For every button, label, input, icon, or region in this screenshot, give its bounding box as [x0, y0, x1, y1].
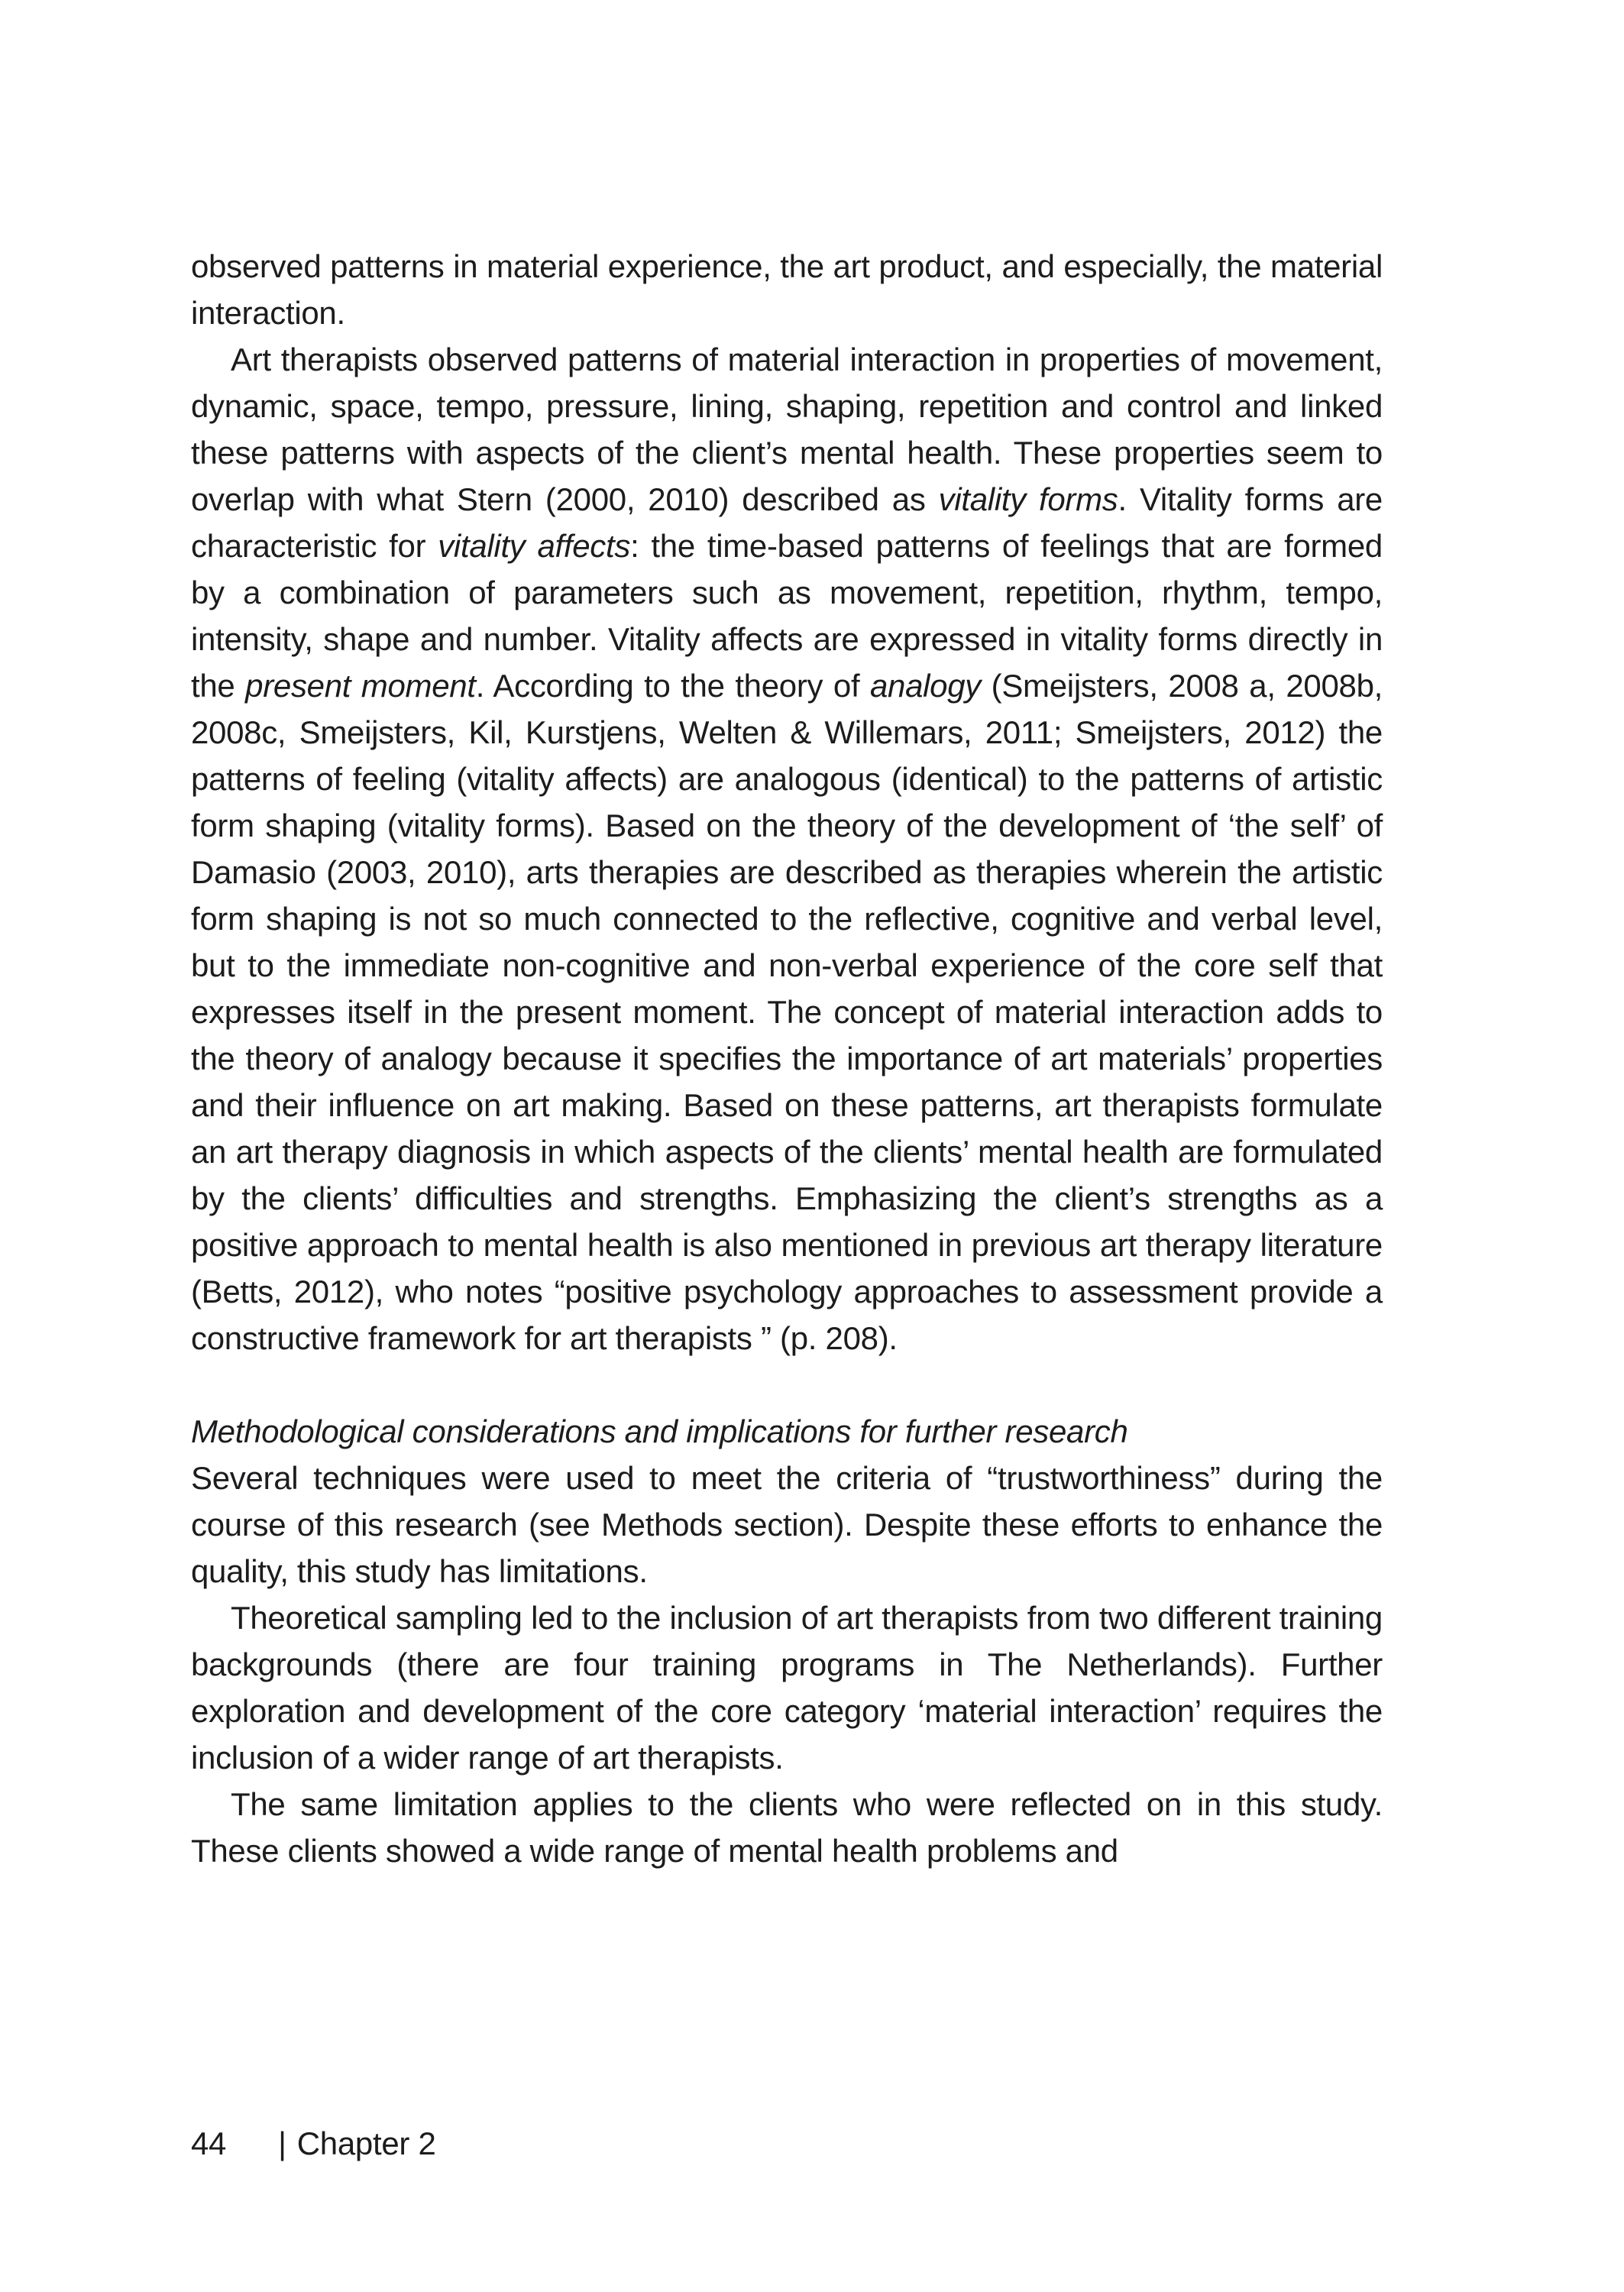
text-segment: (Smeijsters, 2008 a, 2008b, 2008c, Smeijsters, Kil, Kurstjens, Welten & Willemars, 2011; Smeijsters, 2012) the patterns of feeling (vitality affects) are analogous (identical) to the patterns of artistic form shaping (vitality forms). Based on the theory of the development of ‘the self’ of Damasio (2003, 2010), arts therapies are described as therapies wherein the artistic form shaping is not so much connected to the reflective, cognitive and verbal level, but to the immediate non-cognitive and non-verbal experience of the core self that expresses itself in the present moment. The concept of material interaction adds to the theory of analogy because it specifies the importance of art materials’ properties and their influence on art making. Based on these patterns, art therapists formulate an art therapy diagnosis in which aspects of the clients’ mental health are formulated by the clients’ difficulties and strengths. Emphasizing the client’s strengths as a positive approach to mental health is also mentioned in previous art therapy literature (Betts, 2012), who notes “positive psychology approaches to assessment provide a constructive framework for art therapists ” (p. 208).	[191, 668, 1383, 1356]
text-segment: The same limitation applies to the clients who were reflected on in this study. These clients showed a wide range of mental health problems and	[191, 1786, 1383, 1869]
paragraph-material-interaction	[191, 336, 1383, 1361]
italic-text-segment: present moment	[245, 668, 476, 704]
page-footer	[191, 2125, 436, 2162]
text-segment: observed patterns in material experience, the art product, and especially, the material interaction.	[191, 248, 1383, 331]
text-segment: . Vitality forms are characteristic for	[191, 481, 1383, 564]
text-segment: Theoretical sampling led to the inclusion of art therapists from two different training backgrounds (there are four training programs in The Netherlands). Further exploration and development of the core category ‘material interaction’ requires the inclusion of a wider range of art therapists.	[191, 1600, 1383, 1776]
italic-text-segment: vitality forms	[938, 481, 1118, 517]
paragraph-continuation	[191, 243, 1383, 336]
footer-chapter-label: Chapter 2	[296, 2125, 436, 2161]
italic-text-segment: vitality affects	[438, 528, 631, 564]
footer-chapter-group	[278, 2125, 435, 2162]
footer-separator: |	[278, 2125, 286, 2161]
paragraph-trustworthiness	[191, 1455, 1383, 1594]
text-segment: : the time-based patterns of feelings that are formed by a combination of parameters such as movement, repetition, rhythm, tempo, intensity, shape and number. Vitality affects are expressed in vitality forms directly in the	[191, 528, 1383, 704]
text-segment: Several techniques were used to meet the criteria of “trustworthiness” during the course of this research (see Methods section). Despite these efforts to enhance the quality, this study has limitations.	[191, 1460, 1383, 1589]
text-segment: . According to the theory of	[475, 668, 870, 704]
text-segment: Art therapists observed patterns of material interaction in properties of movement, dynamic, space, tempo, pressure, lining, shaping, repetition and control and linked these patterns with aspects of the client’s mental health. These properties seem to overlap with what Stern (2000, 2010) described as	[191, 342, 1383, 517]
page-number: 44	[191, 2125, 227, 2161]
paragraph-same-limitation	[191, 1781, 1383, 1874]
section-heading-methodological-considerations: Methodological considerations and implications for further research	[191, 1413, 1128, 1449]
italic-text-segment: analogy	[869, 668, 981, 704]
paragraph-theoretical-sampling	[191, 1594, 1383, 1781]
body-text	[191, 243, 1383, 1874]
